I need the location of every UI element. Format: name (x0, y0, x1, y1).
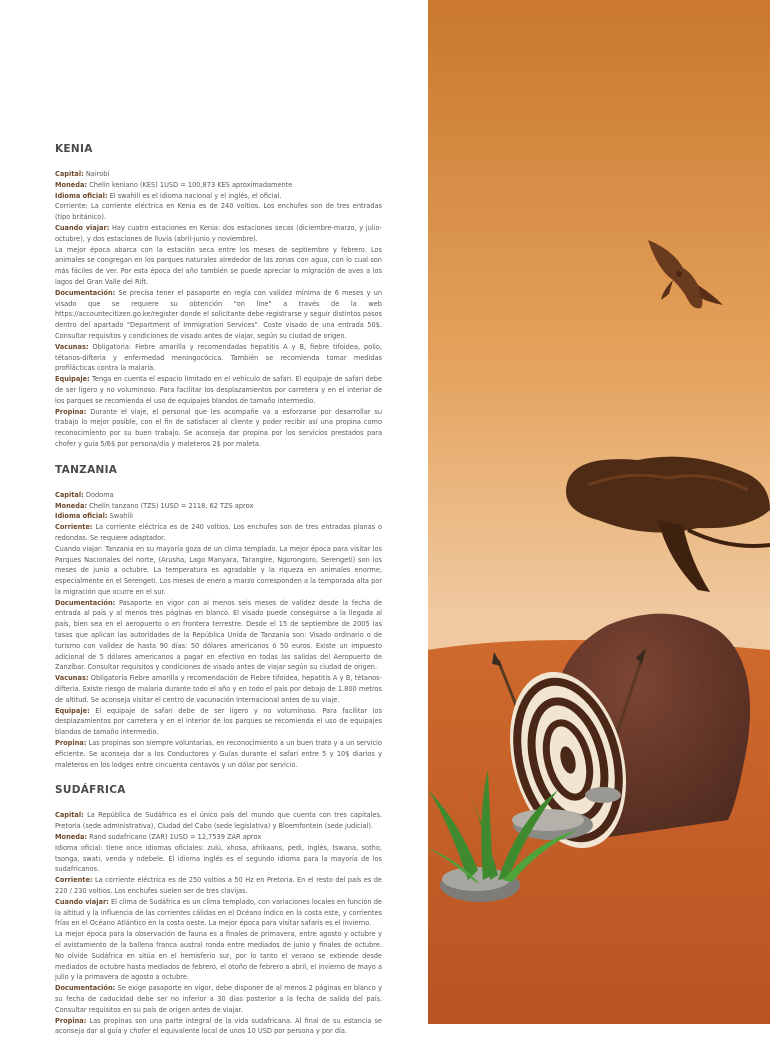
text-column (55, 143, 382, 1037)
illustration-svg (428, 0, 770, 1024)
field-label: Vacunas: (55, 674, 89, 683)
field-text: Cuando viajar: Tanzania en su mayoría goza de un clima templado. La mejor época para visitar los Parques Nacionales del norte, (Arusha, Lago Manyara, Tarangire, Ngorongoro, Serengeti) son los meses de junio a octubre. La temperatura es agradable y la riqueza en animales enorme, especialmente en el Serengeti. Los meses de enero a marzo corresponden a la temporada alta por la migración que ocurre en el sur. (55, 544, 382, 596)
field-text: Las propinas son una parte integral de la vida sudafricana. Al final de su estancia se aconseja dar al guía y chofer el equivalente local de unos 10 USD por persona y por día. (55, 1016, 382, 1036)
field-label: Capital: (55, 170, 84, 178)
section-paragraph (55, 544, 382, 598)
section-paragraph (55, 738, 382, 770)
field-text: Obligatoria Fiebre amarilla y recomendación de Fiebre tifoidea, hepatitis A y B, tétanos-difteria. Existe riesgo de malaria durante todo el año y en todo el país por debajo de 1.800 metros de altitud. Se aconseja visitar el centro de vacunación internacional antes de su viaje. (55, 674, 382, 704)
field-label: Corriente: (55, 876, 93, 885)
field-text: El clima de Sudáfrica es un clima templado, con variaciones locales en función de la altitud y la influencia de las corrientes cálidas en el Océano Índico en la costa este, y corrientes frías en el Océano Atlántico en la costa oeste. La mejor época para visitar safaris es el invierno. (55, 897, 382, 928)
field-label: Capital: (55, 490, 84, 499)
field-label: Cuando viajar: (55, 897, 109, 906)
field-label: Idioma oficial: (55, 191, 108, 200)
section-paragraph (55, 673, 382, 705)
field-label: Equipaje: (55, 706, 90, 715)
section-paragraph (55, 180, 382, 191)
section-paragraph (55, 169, 382, 180)
field-label: Moneda: (55, 501, 88, 510)
section-paragraph (55, 501, 382, 512)
field-label: Corriente: (55, 523, 93, 532)
section-title: SUDÁFRICA (55, 784, 126, 797)
section-paragraph (55, 843, 382, 875)
section-paragraph (55, 511, 382, 522)
section-paragraph (55, 1016, 382, 1037)
section-title: KENIA (55, 143, 93, 155)
field-text: El swahili es el idioma nacional y el inglés, el oficial. (107, 191, 282, 200)
field-text: La corriente eléctrica es de 250 voltios a 50 Hz en Pretoria. En el resto del país es de 220 / 230 voltios. Los enchufes suelen ser de tres clavijas. (55, 876, 382, 896)
field-text: El equipaje de safari debe de ser ligero y no voluminoso. Para facilitar los desplazamientos por carretera y en el interior de los parques se recomienda el uso de equipajes blandos de tamaño intermedio. (55, 706, 382, 737)
field-text: La República de Sudáfrica es el único país del mundo que cuenta con tres capitales. Pretoria (sede administrativa), Ciudad del Cabo (sede legislativa) y Bloemfontein (sede judicial). (55, 811, 382, 831)
field-text: Nairobi (83, 170, 110, 178)
section-title: TANZANIA (55, 463, 118, 476)
section-paragraph (55, 342, 382, 374)
field-label: Propina: (55, 739, 87, 748)
field-label: Moneda: (55, 180, 88, 189)
field-text: Pasaporte en vigor con al menos seis meses de validez desde la fecha de entrada al país y al menos tres páginas en blanco. El visado puede conseguirse a la llegada al país, bien sea en el aeropuerto o en frontera terrestre. Desde el 15 de septiembre de 2005 las tasas que aplican las autoridades de la República Unida de Tanzania son: Visado ordinario o de turismo con validez de hasta 90 días: 50 dólares americanos ó 50 euros. Existe un impuesto adicional de 5 dólares americanos a pagar en efectivo en todas las salidas del Aeropuerto de Zanzíbar. Consultar requisitos y condiciones de visado antes de viajar según su ciudad de origen. (55, 598, 382, 672)
field-label: Capital: (55, 811, 84, 820)
section-paragraph (55, 201, 382, 223)
section-paragraph (55, 929, 382, 983)
section-paragraph (55, 897, 382, 929)
field-text: Tenga en cuenta el espacio limitado en el vehículo de safari. El equipaje de safari debe de ser ligero y no voluminoso. Para facilitar los desplazamientos por carretera y en el interior de los parques se recomienda el uso de equipajes blandos de tamaño intermedio. (55, 375, 382, 405)
field-text: La mejor época abarca con la estación seca entre los meses de septiembre y febrero. Los animales se congregan en los parques naturales alrededor de las zonas con agua, con lo cual son más fáciles de ver. Por esta época del año también se puede apreciar la migración de aves a los lagos del Gran Valle del Rift. (55, 245, 382, 286)
field-label: Equipaje: (55, 375, 90, 384)
field-text: Se precisa tener el pasaporte en regla con validez mínima de 6 meses y un visado que se requiere su obtención "on line" a través de la web https://accountecitizen.go.ke/register donde el solicitante debe registrarse y seguir distintos pasos dentro del apartado "Department of Immigration Services". Coste visado de una entrada 50$. Consultar requisitos y condiciones de visado antes de viajar, según su ciudad de origen. (55, 288, 382, 340)
section-paragraph (55, 490, 382, 501)
section-paragraph (55, 223, 382, 245)
field-text: Hay cuatro estaciones en Kenia: dos estaciones secas (diciembre-marzo, y julio-octubre), y dos estaciones de lluvia (abril-junio y noviembre). (55, 223, 382, 243)
field-text: Dodoma (83, 490, 114, 499)
safari-illustration (428, 0, 770, 1024)
section-paragraph (55, 191, 382, 202)
field-label: Propina: (55, 1016, 87, 1025)
field-text: Rand sudafricano (ZAR) 1USD = 12,7539 ZAR aprox (87, 833, 262, 842)
section-paragraph (55, 875, 382, 897)
section-paragraph (55, 983, 382, 1015)
section-paragraph (55, 245, 382, 288)
field-label: Idioma oficial: (55, 512, 108, 521)
field-text: Chelín keniano (KES) 1USD = 100,873 KES aproximadamente (87, 180, 293, 189)
field-label: Documentación: (55, 288, 116, 297)
field-label: Cuando viajar: (55, 223, 110, 232)
field-label: Propina: (55, 407, 87, 416)
field-text: Idioma oficial: tiene once idiomas oficiales: zulú, xhosa, afrikaans, pedi, inglés, tswana, sotho, tsonga, swati, venda y ndebele. El idioma inglés es el segundo idioma para la mayoría de los sudafricanos. (55, 843, 382, 874)
section-paragraph (55, 407, 382, 450)
field-text: Las propinas son siempre voluntarias, en reconocimiento a un buen trato y a un servicio eficiente. Se aconseja dar a los Conductores y Guías durante el safari entre 5 y 10$ diarios y maleteros en los lodges entre cincuenta centavos y un dólar por servicio. (55, 739, 382, 769)
field-text: Swahili (107, 512, 133, 521)
section-paragraph (55, 706, 382, 738)
section-paragraph (55, 598, 382, 674)
section-paragraph (55, 522, 382, 544)
field-label: Vacunas: (55, 342, 89, 351)
section-paragraph (55, 810, 382, 832)
field-text: Durante el viaje, el personal que les acompañe va a esforzarse por desarrollar su trabajo lo mejor posible, con el fin de satisfacer al cliente y poder recibir así una propina como reconocimiento por su buen trabajo. Se aconseja dar propina por los servicios prestados para chofer y guía 5/6$ por persona/día y maleteros 2$ por maleta. (55, 407, 382, 448)
field-label: Documentación: (55, 598, 116, 607)
field-text: Se exige pasaporte en vigor, debe disponer de al menos 2 páginas en blanco y su fecha de caducidad debe ser no inferior a 30 días posterior a la fecha de salida del país. Consultar requisitos en su país de origen antes de viajar. (55, 984, 382, 1014)
field-label: Documentación: (55, 984, 116, 993)
field-text: Obligatoria: Fiebre amarilla y recomendadas hepatitis A y B, fiebre tifoidea, polio, tétanos-difteria y enfermedad meningocócica. También se recomienda tomar medidas profilácticas contra la malaria. (55, 342, 382, 373)
field-text: Corriente: La corriente eléctrica en Kenia es de 240 voltios. Los enchufes son de tres entradas (tipo británico). (55, 202, 382, 222)
field-text: Chelín tanzano (TZS) 1USD = 2118, 62 TZS aprox (87, 501, 254, 510)
section-paragraph (55, 288, 382, 342)
field-text: La mejor época para la observación de fauna es a finales de primavera, entre agosto y octubre y el avistamiento de la ballena franca austral ronda entre mediados de junio y finales de octubre. No olvide Sudáfrica en sitúa en el hemisferio sur, por lo tanto el verano se extiende desde mediados de octubre hasta mediados de febrero, el otoño de febrero a abril, el invierno de mayo a julio y la primavera de agosto a octubre. (55, 930, 382, 982)
field-label: Moneda: (55, 833, 88, 842)
field-text: La corriente eléctrica es de 240 voltios. Los enchufes son de tres entradas planas o redondas. Se requiere adaptador. (55, 523, 382, 542)
section-paragraph (55, 832, 382, 843)
section-paragraph (55, 374, 382, 406)
